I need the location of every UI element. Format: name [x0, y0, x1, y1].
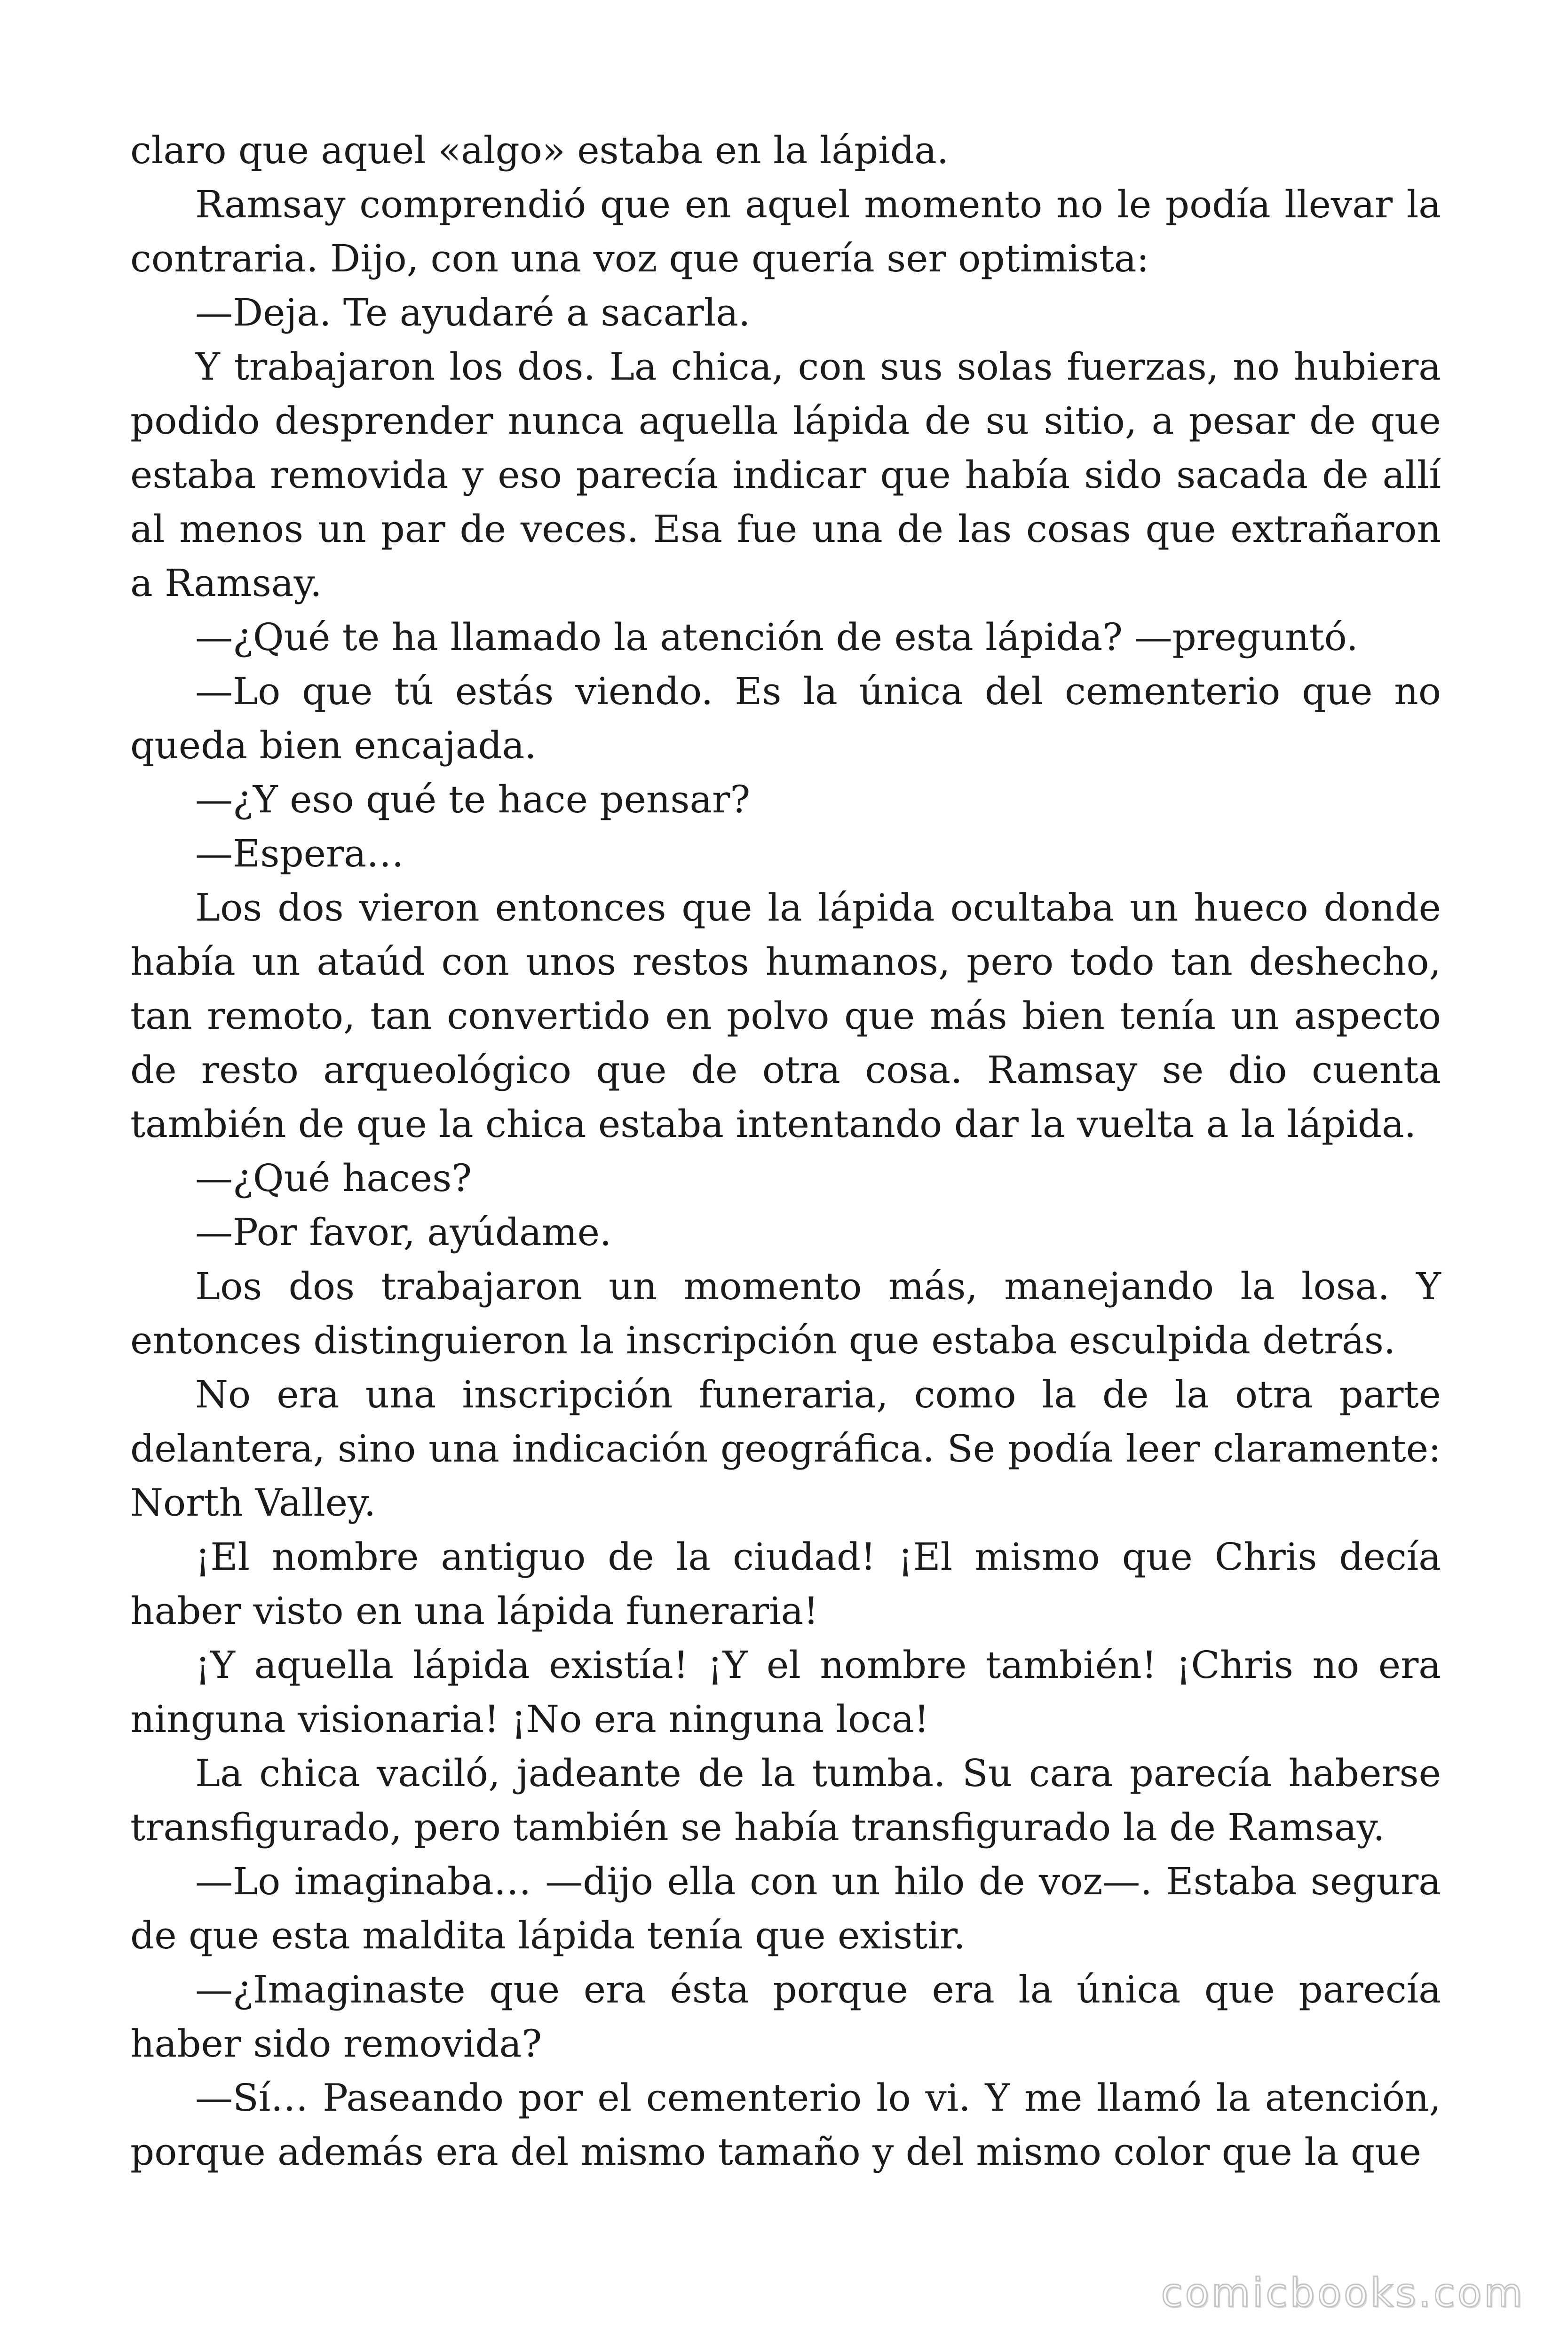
- paragraph: No era una inscripción funeraria, como la de la otra parte delantera, sino una indicación geográfica. Se podía leer claramente: North Valley.: [130, 1373, 1441, 1525]
- paragraph: ¡El nombre antiguo de la ciudad! ¡El mismo que Chris decía haber visto en una lápida funeraria!: [130, 1535, 1441, 1633]
- paragraph: —Sí… Paseando por el cementerio lo vi. Y me llamó la atención, porque además era del mismo tamaño y del mismo color que la que: [130, 2076, 1441, 2174]
- paragraph: Los dos vieron entonces que la lápida ocultaba un hueco donde había un ataúd con unos restos humanos, pero todo tan deshecho, tan remoto, tan convertido en polvo que más bien tenía un aspecto de resto arqueológico que de otra cosa. Ramsay se dio cuenta también de que la chica estaba intentando dar la vuelta a la lápida.: [130, 886, 1441, 1146]
- paragraph: —Por favor, ayúdame.: [195, 1210, 612, 1254]
- paragraph: La chica vaciló, jadeante de la tumba. Su cara parecía haberse transfigurado, pero también se había transfigurado la de Ramsay.: [130, 1751, 1441, 1849]
- paragraph: claro que aquel «algo» estaba en la lápida.: [130, 128, 949, 172]
- paragraph: —Lo imaginaba… —dijo ella con un hilo de voz—. Estaba segura de que esta maldita lápida tenía que existir.: [130, 1859, 1441, 1957]
- paragraph: —Deja. Te ayudaré a sacarla.: [195, 291, 751, 334]
- paragraph: Los dos trabajaron un momento más, manejando la losa. Y entonces distinguieron la inscripción que estaba esculpida detrás.: [130, 1264, 1441, 1362]
- watermark: comicbooks.com: [1161, 2270, 1525, 2316]
- body-text: [130, 123, 1441, 2179]
- paragraph: Ramsay comprendió que en aquel momento no le podía llevar la contraria. Dijo, con una voz que quería ser optimista:: [130, 183, 1441, 280]
- paragraph: —Lo que tú estás viendo. Es la única del cementerio que no queda bien encajada.: [130, 669, 1441, 767]
- paragraph: —¿Y eso qué te hace pensar?: [195, 778, 751, 821]
- paragraph: —¿Qué te ha llamado la atención de esta lápida? —preguntó.: [195, 615, 1358, 659]
- paragraph: —¿Imaginaste que era ésta porque era la única que parecía haber sido removida?: [130, 1968, 1441, 2066]
- paragraph: —¿Qué haces?: [195, 1156, 472, 1200]
- paragraph: —Espera…: [195, 832, 404, 875]
- paragraph: ¡Y aquella lápida existía! ¡Y el nombre también! ¡Chris no era ninguna visionaria! ¡No era ninguna loca!: [130, 1643, 1441, 1741]
- paragraph: Y trabajaron los dos. La chica, con sus solas fuerzas, no hubiera podido desprender nunca aquella lápida de su sitio, a pesar de que estaba removida y eso parecía indicar que había sido sacada de allí al menos un par de veces. Esa fue una de las cosas que extrañaron a Ramsay.: [130, 345, 1441, 605]
